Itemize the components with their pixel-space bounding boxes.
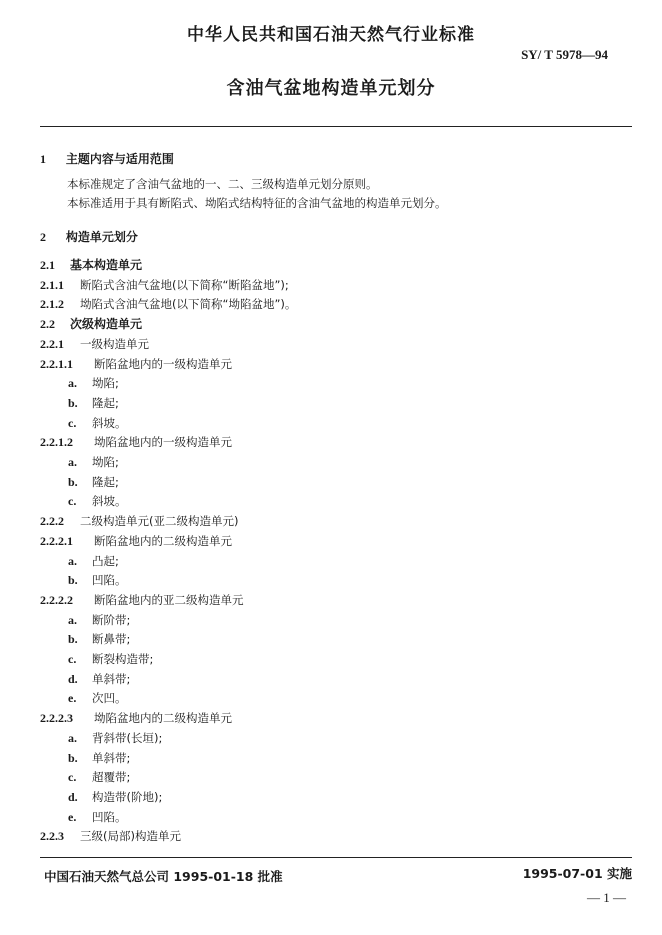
clause-number: 2.1.2 bbox=[40, 297, 64, 312]
clause-line bbox=[40, 534, 232, 548]
section-2-heading bbox=[40, 230, 138, 244]
effective-date: 1995-07-01 实施 bbox=[522, 866, 632, 881]
section-title: 构造单元划分 bbox=[65, 230, 138, 244]
section-number: 2 bbox=[40, 230, 46, 244]
list-item bbox=[68, 554, 119, 568]
clause-number: b. bbox=[68, 750, 78, 765]
clause-text: 坳陷盆地内的二级构造单元 bbox=[94, 711, 232, 726]
clause-number: 2.2.2 bbox=[40, 514, 64, 529]
clause-text: 坳陷; bbox=[92, 455, 119, 469]
clause-text: 坳陷盆地内的一级构造单元 bbox=[94, 435, 232, 450]
clause-number: d. bbox=[68, 789, 78, 804]
clause-text: 次级构造单元 bbox=[70, 317, 143, 332]
clause-text: 次凹。 bbox=[92, 691, 127, 706]
list-item bbox=[68, 396, 119, 410]
clause-number: d. bbox=[68, 671, 78, 686]
clause-line bbox=[40, 435, 232, 449]
list-item bbox=[68, 494, 127, 508]
section-number: 1 bbox=[40, 152, 46, 166]
list-item bbox=[68, 790, 162, 804]
clause-line bbox=[40, 258, 142, 272]
clause-line bbox=[40, 514, 238, 528]
clause-line bbox=[40, 337, 149, 351]
clause-number: 2.1.1 bbox=[40, 277, 64, 292]
page-number: — 1 — bbox=[587, 890, 626, 905]
clause-number: 2.2.2.3 bbox=[40, 711, 73, 726]
clause-text: 背斜带(长垣); bbox=[92, 730, 163, 745]
clause-text: 单斜带; bbox=[92, 671, 131, 686]
clause-text: 基本构造单元 bbox=[70, 258, 143, 272]
list-item bbox=[68, 672, 130, 686]
footer-rule bbox=[40, 857, 632, 858]
clause-number: 2.2 bbox=[40, 317, 55, 332]
clause-text: 凹陷。 bbox=[92, 809, 127, 824]
section-title: 主题内容与适用范围 bbox=[65, 152, 174, 166]
list-item bbox=[68, 475, 119, 489]
clause-text: 断陷式含油气盆地(以下简称“断陷盆地”); bbox=[80, 277, 289, 292]
clause-number: b. bbox=[68, 573, 78, 588]
clause-line bbox=[40, 711, 232, 725]
clause-number: c. bbox=[68, 652, 77, 666]
clause-number: 2.2.1.2 bbox=[40, 435, 73, 450]
paragraph: 本标准规定了含油气盆地的一、二、三级构造单元划分原则。 bbox=[67, 177, 378, 191]
clause-line bbox=[40, 829, 181, 843]
issuing-authority-title: 中华人民共和国石油天然气行业标准 bbox=[187, 25, 475, 45]
clause-text: 单斜带; bbox=[92, 750, 131, 765]
clause-text: 凸起; bbox=[92, 553, 119, 568]
clause-text: 断陷盆地内的二级构造单元 bbox=[94, 533, 232, 548]
paragraph: 本标准适用于具有断陷式、坳陷式结构特征的含油气盆地的构造单元划分。 bbox=[67, 196, 447, 210]
clause-number: 2.2.2.1 bbox=[40, 533, 73, 548]
clause-text: 断阶带; bbox=[92, 612, 131, 627]
clause-text: 断陷盆地内的一级构造单元 bbox=[94, 356, 232, 371]
clause-line bbox=[40, 317, 142, 331]
clause-text: 三级(局部)构造单元 bbox=[80, 829, 181, 844]
clause-text: 断裂构造带; bbox=[92, 652, 154, 666]
approval-line: 中国石油天然气总公司 1995-01-18 批准 bbox=[44, 869, 283, 884]
clause-number: b. bbox=[68, 474, 78, 489]
clause-number: b. bbox=[68, 395, 78, 410]
clause-text: 超覆带; bbox=[92, 770, 131, 785]
header-rule bbox=[40, 126, 632, 127]
clause-text: 构造带(阶地); bbox=[92, 789, 163, 804]
clause-text: 隆起; bbox=[92, 474, 119, 489]
list-item bbox=[68, 751, 130, 765]
section-1-heading bbox=[40, 152, 174, 166]
list-item bbox=[68, 613, 130, 627]
list-item bbox=[68, 691, 127, 705]
clause-text: 坳陷; bbox=[92, 376, 119, 391]
clause-number: e. bbox=[68, 691, 77, 706]
list-item bbox=[68, 416, 127, 430]
clause-number: a. bbox=[68, 376, 77, 391]
clause-number: a. bbox=[68, 455, 77, 469]
list-item bbox=[68, 455, 119, 469]
clause-text: 二级构造单元(亚二级构造单元) bbox=[80, 514, 239, 529]
clause-text: 一级构造单元 bbox=[80, 336, 149, 351]
list-item bbox=[68, 376, 119, 390]
clause-text: 坳陷式含油气盆地(以下简称“坳陷盆地”)。 bbox=[80, 297, 297, 312]
list-item bbox=[68, 573, 127, 587]
clause-number: c. bbox=[68, 415, 77, 430]
clause-number: a. bbox=[68, 730, 77, 745]
list-item bbox=[68, 632, 130, 646]
clause-line bbox=[40, 593, 244, 607]
clause-number: a. bbox=[68, 612, 77, 627]
clause-number: e. bbox=[68, 809, 77, 824]
clause-line bbox=[40, 297, 296, 311]
clause-number: 2.2.3 bbox=[40, 829, 64, 844]
list-item bbox=[68, 770, 130, 784]
clause-text: 隆起; bbox=[92, 395, 119, 410]
clause-number: 2.1 bbox=[40, 258, 55, 272]
clause-number: 2.2.1.1 bbox=[40, 356, 73, 371]
clause-number: 2.2.1 bbox=[40, 336, 64, 351]
document-title: 含油气盆地构造单元划分 bbox=[226, 78, 436, 99]
list-item bbox=[68, 810, 127, 824]
clause-number: c. bbox=[68, 494, 77, 509]
clause-number: a. bbox=[68, 553, 77, 568]
clause-text: 断鼻带; bbox=[92, 632, 131, 647]
clause-text: 凹陷。 bbox=[92, 573, 127, 588]
clause-number: b. bbox=[68, 632, 78, 647]
clause-text: 斜坡。 bbox=[92, 415, 127, 430]
clause-line bbox=[40, 278, 289, 292]
standard-code: SY/ T 5978—94 bbox=[521, 47, 608, 62]
clause-line bbox=[40, 357, 232, 371]
list-item bbox=[68, 652, 153, 666]
clause-number: 2.2.2.2 bbox=[40, 592, 73, 607]
clause-text: 斜坡。 bbox=[92, 494, 127, 509]
list-item bbox=[68, 731, 162, 745]
clause-number: c. bbox=[68, 770, 77, 785]
clause-text: 断陷盆地内的亚二级构造单元 bbox=[94, 592, 244, 607]
